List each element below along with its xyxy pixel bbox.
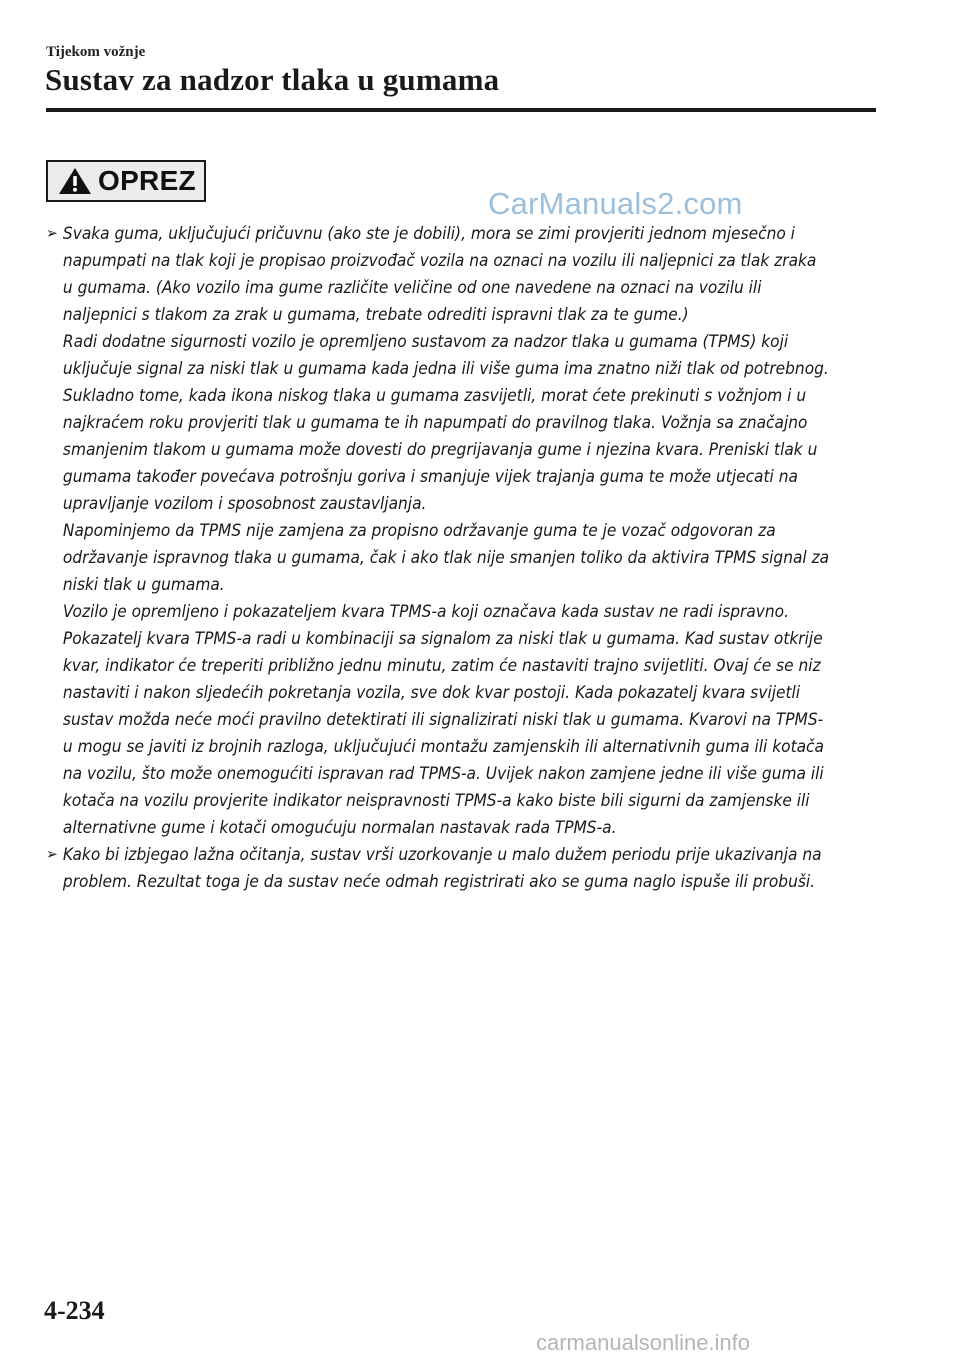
page-number: 4-234 (44, 1296, 105, 1325)
bullet-item (46, 841, 830, 895)
caution-label: OPREZ (98, 165, 196, 196)
section-label: Tijekom vožnje (46, 44, 146, 60)
bullet-arrow-icon: ➢ (46, 845, 58, 863)
bullet-paragraph: Pokazatelj kvara TPMS-a radi u kombinaciji sa signalom za niski tlak u gumama. Kad sustav otkrije kvar, indikator će treperiti približno jednu minutu, zatim će nastaviti trajno svijetliti. Ovaj će se niz nastaviti i nakon sljedećih pokretanja vozila, sve dok kvar postoji. Kada pokazatelj kvara svijetli sustav možda neće moći pravilno detektirati ili signalizirati niski tlak u gumama. Kvarovi na TPMS-u mogu se javiti iz brojnih razloga, uključujući montažu zamjenskih ili alternativnih guma ili kotača na vozilu, što može onemogućiti ispravan rad TPMS-a. Uvijek nakon zamjene jedne ili više guma ili kotača na vozilu provjerite indikator neispravnosti TPMS-a kako biste bili sigurni da zamjenske ili alternativne gume i kotači omogućuju normalan nastavak rada TPMS-a. (62, 629, 824, 837)
bullet-paragraph: Radi dodatne sigurnosti vozilo je opremljeno sustavom za nadzor tlaka u gumama (TPMS) koji uključuje signal za niski tlak u gumama kada jedna ili više guma ima znatno niži tlak od potrebnog. Sukladno tome, kada ikona niskog tlaka u gumama zasvijetli, morat ćete prekinuti s vožnjom i u najkraćem roku provjeriti tlak u gumama te ih napumpati do pravilnog tlaka. Vožnja sa značajno smanjenim tlakom u gumama može dovesti do pregrijavanja gume i njezina kvara. Preniski tlak u gumama također povećava potrošnju goriva i smanjuje vijek trajanja guma te može utjecati na upravljanje vozilom i sposobnost zaustavljanja. (62, 332, 829, 513)
bullet-paragraph: Kako bi izbjegao lažna očitanja, sustav vrši uzorkovanje u malo dužem periodu prije ukazivanja na problem. Rezultat toga je da sustav neće odmah registrirati ako se guma naglo ispuše ili probuši. (62, 845, 822, 891)
bullet-paragraph: Svaka guma, uključujući pričuvnu (ako ste je dobili), mora se zimi provjeriti jednom mjesečno i napumpati na tlak koji je propisao proizvođač vozila na oznaci na vozilu ili naljepnici za tlak zraka u gumama. (Ako vozilo ima gume različite veličine od one navedene na oznaci na vozilu ili naljepnici s tlakom za zrak u gumama, trebate odrediti ispravni tlak za te gume.) (62, 224, 817, 324)
page-title: Sustav za nadzor tlaka u gumama (45, 62, 500, 97)
title-rule (46, 108, 876, 112)
bullet-paragraph: Vozilo je opremljeno i pokazateljem kvara TPMS-a koji označava kada sustav ne radi ispravno. (62, 602, 789, 621)
bullet-item (46, 220, 830, 841)
warning-triangle-icon (58, 166, 92, 196)
bullet-paragraph: Napominjemo da TPMS nije zamjena za propisno održavanje guma te je vozač odgovoran za održavanje ispravnog tlaka u gumama, čak i ako tlak nije smanjen toliko da aktivira TPMS signal za niski tlak u gumama. (62, 521, 830, 594)
watermark-bottom[interactable]: carmanualsonline.info (536, 1330, 751, 1355)
watermark-top[interactable]: CarManuals2.com (488, 186, 743, 221)
caution-content (46, 220, 830, 895)
caution-box (46, 160, 206, 202)
bullet-arrow-icon: ➢ (46, 224, 58, 242)
